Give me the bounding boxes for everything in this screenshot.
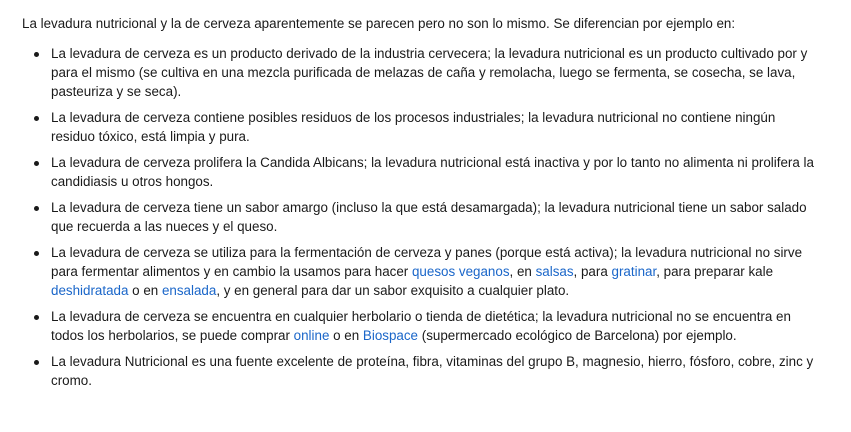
list-item-text: La levadura de cerveza se utiliza para la fermentación de cerveza y panes (porque está activa); la levadura nutricional no sirve para fermentar alimentos y en cambio la usamos para hacer — [51, 245, 803, 279]
list-item — [22, 153, 822, 191]
list-item-text: La levadura de cerveza contiene posibles residuos de los procesos industriales; la levadura nutricional no contiene ningún residuo tóxico, está limpia y pura. — [51, 110, 776, 144]
bullet-icon — [34, 161, 39, 166]
list-item — [22, 108, 822, 146]
list-item-text: , para — [573, 264, 612, 279]
link-ensalada[interactable]: ensalada — [161, 283, 217, 298]
list-item — [22, 198, 822, 236]
list-item-text: (supermercado ecológico de Barcelona) por ejemplo. — [418, 328, 737, 343]
differences-list — [22, 44, 822, 390]
link-online[interactable]: online — [293, 328, 330, 343]
list-item — [22, 307, 822, 345]
link-salsas[interactable]: salsas — [535, 264, 574, 279]
bullet-icon — [34, 251, 39, 256]
bullet-icon — [34, 52, 39, 57]
list-item — [22, 44, 822, 101]
list-item-text: La levadura de cerveza se encuentra en cualquier herbolario o tienda de dietética; la levadura nutricional no se encuentra en todos los herbolarios, se puede comprar — [51, 309, 791, 343]
bullet-icon — [34, 360, 39, 365]
bullet-icon — [34, 206, 39, 211]
list-item — [22, 243, 822, 300]
bullet-icon — [34, 315, 39, 320]
link-deshidratada[interactable]: deshidratada — [51, 283, 129, 298]
list-item-text: o en — [128, 283, 162, 298]
list-item-text: , para preparar kale — [656, 264, 774, 279]
list-item-text: La levadura de cerveza tiene un sabor amargo (incluso la que está desamargada); la levadura nutricional tiene un sabor salado que recuerda a las nueces y el queso. — [51, 200, 807, 234]
list-item-text: La levadura Nutricional es una fuente excelente de proteína, fibra, vitaminas del grupo B, magnesio, hierro, fósforo, cobre, zinc y cromo. — [51, 354, 814, 388]
list-item-text: , y en general para dar un sabor exquisito a cualquier plato. — [216, 283, 570, 298]
link-biospace[interactable]: Biospace — [362, 328, 419, 343]
link-quesos-veganos[interactable]: quesos veganos — [411, 264, 510, 279]
list-item-text: , en — [509, 264, 536, 279]
link-gratinar[interactable]: gratinar — [611, 264, 657, 279]
list-item-text: o en — [329, 328, 363, 343]
intro-paragraph: La levadura nutricional y la de cerveza aparentemente se parecen pero no son lo mismo. Se diferencian por ejemplo en: — [22, 16, 736, 31]
bullet-icon — [34, 116, 39, 121]
list-item-text: La levadura de cerveza prolifera la Candida Albicans; la levadura nutricional está inactiva y por lo tanto no alimenta ni prolifera la candidiasis u otros hongos. — [51, 155, 814, 189]
list-item — [22, 352, 822, 390]
list-item-text: La levadura de cerveza es un producto derivado de la industria cervecera; la levadura nutricional es un producto cultivado por y para el mismo (se cultiva en una mezcla purificada de melazas de caña y remolacha, luego se fermenta, se cosecha, se lava, pasteuriza y se seca). — [51, 46, 808, 99]
